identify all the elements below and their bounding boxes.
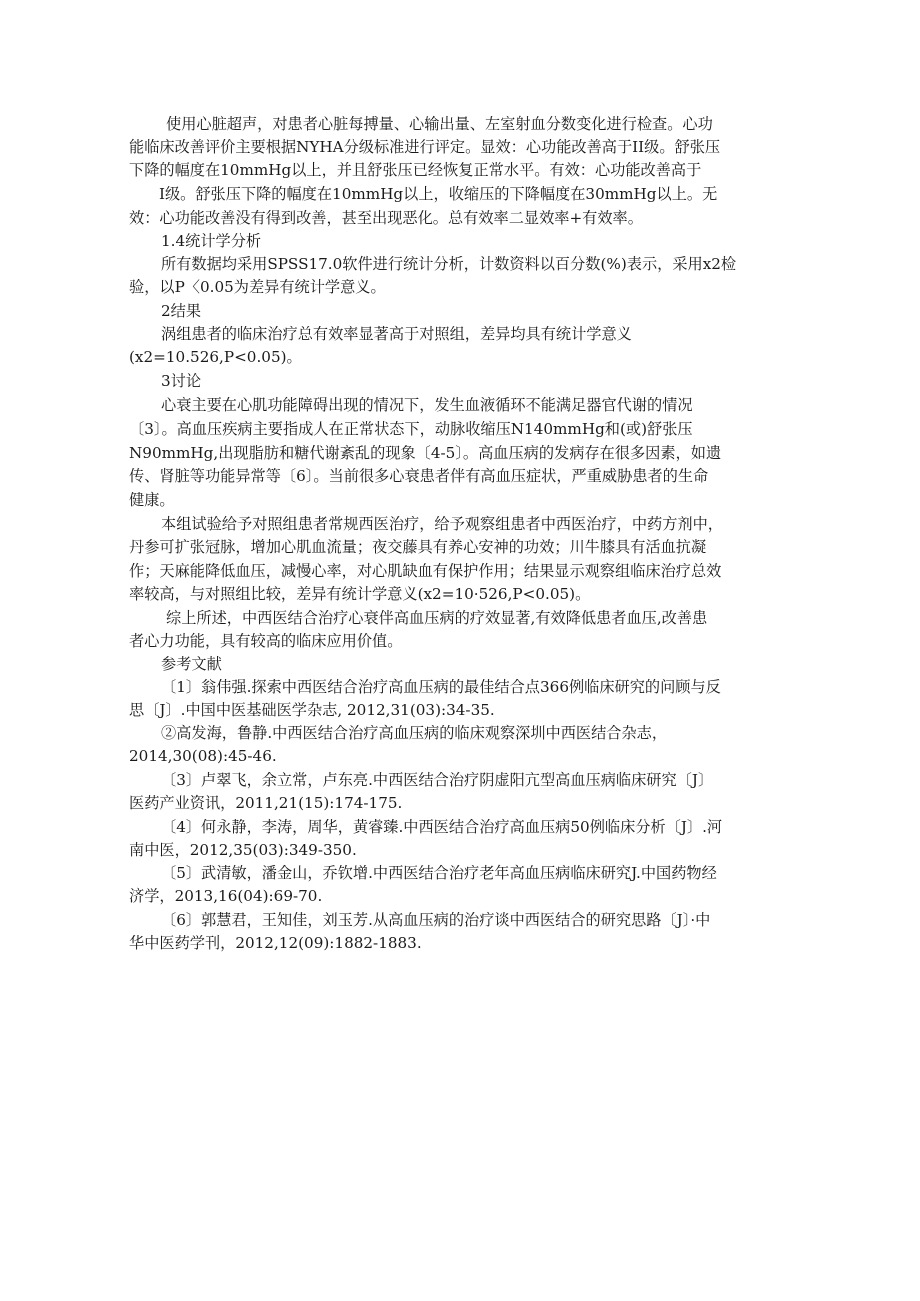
reference-line: 思〔J〕.中国中医基础医学杂志, 2012,31(03):34-35. xyxy=(129,701,495,719)
text-line: (x2=10.526,P<0.05)。 xyxy=(129,348,302,366)
text-line: 丹参可扩张冠脉，增加心肌血流量；夜交藤具有养心安神的功效；川牛膝具有活血抗凝 xyxy=(129,538,707,556)
text-line: 效：心功能改善没有得到改善，甚至出现恶化。总有效率二显效率+有效率。 xyxy=(129,209,643,227)
text-line: 者心力功能，具有较高的临床应用价值。 xyxy=(129,632,403,650)
text-line: 健康。 xyxy=(129,491,175,509)
section-heading: 1.4统计学分析 xyxy=(161,232,262,250)
text-line: 所有数据均采用SPSS17.0软件进行统计分析，计数资料以百分数(%)表示，采用x2检 xyxy=(161,255,737,273)
text-line: 下降的幅度在10mmHg以上，并且舒张压已经恢复正常水平。有效：心功能改善高于 xyxy=(129,161,702,179)
text-line: 使用心脏超声，对患者心脏每搏量、心输出量、左室射血分数变化进行检查。心功 xyxy=(166,115,713,133)
section-heading: 参考文献 xyxy=(161,655,222,673)
section-heading: 3讨论 xyxy=(161,372,202,390)
text-line: 涡组患者的临床治疗总有效率显著高于对照组，差异均具有统计学意义 xyxy=(161,325,632,343)
section-heading: 2结果 xyxy=(161,302,202,320)
text-line: 率较高，与对照组比较，差异有统计学意义(x2=10·526,P<0.05)。 xyxy=(129,585,591,603)
text-line: 作；天麻能降低血压，减慢心率，对心肌缺血有保护作用；结果显示观察组临床治疗总效 xyxy=(129,562,722,580)
reference-line: 华中医药学刊，2012,12(09):1882-1883. xyxy=(129,934,422,952)
reference-line: 2014,30(08):45-46. xyxy=(129,747,277,765)
text-line: 本组试验给予对照组患者常规西医治疗，给予观察组患者中西医治疗，中药方剂中， xyxy=(161,515,723,533)
reference-line: 医药产业资讯，2011,21(15):174-175. xyxy=(129,794,403,812)
text-line: N90mmHg,出现脂肪和糖代谢紊乱的现象〔4-5〕。高血压病的发病存在很多因素，如遗 xyxy=(129,444,722,462)
reference-line: ②高发海，鲁静.中西医结合治疗高血压病的临床观察深圳中西医结合杂志， xyxy=(161,724,668,742)
text-line: 传、肾脏等功能异常等〔6〕。当前很多心衰患者伴有高血压症状，严重威胁患者的生命 xyxy=(129,467,709,485)
reference-line: 〔3〕卢翠飞，余立常，卢东亮.中西医结合治疗阴虚阳亢型高血压病临床研究〔J〕 xyxy=(161,771,714,789)
reference-line: 〔1〕翁伟强.探索中西医结合治疗高血压病的最佳结合点366例临床研究的问顾与反 xyxy=(161,678,721,696)
reference-line: 〔6〕郭慧君，王知佳，刘玉芳.从高血压病的治疗谈中西医结合的研究思路〔J〕·中 xyxy=(161,911,711,929)
reference-line: 济学，2013,16(04):69-70. xyxy=(129,887,323,905)
text-line: 验，以P〈0.05为差异有统计学意义。 xyxy=(129,278,386,296)
text-line: 能临床改善评价主要根据NYHA分级标准进行评定。显效：心功能改善高于II级。舒张压 xyxy=(129,138,721,156)
reference-line: 〔4〕何永静，李涛，周华，黄睿臻.中西医结合治疗高血压病50例临床分析〔J〕.河 xyxy=(161,818,723,836)
text-line: I级。舒张压下降的幅度在10mmHg以上，收缩压的下降幅度在30mmHg以上。无 xyxy=(159,185,718,203)
reference-line: 〔5〕武清敏，潘金山，乔钦增.中西医结合治疗老年高血压病临床研究J.中国药物经 xyxy=(161,864,717,882)
text-line: 综上所述，中西医结合治疗心衰伴高血压病的疗效显著,有效降低患者血压,改善患 xyxy=(166,609,708,627)
reference-line: 南中医，2012,35(03):349-350. xyxy=(129,841,357,859)
text-line: 心衰主要在心肌功能障碍出现的情况下，发生血液循环不能满足器官代谢的情况 xyxy=(161,396,693,414)
text-line: 〔3〕。高血压疾病主要指成人在正常状态下，动脉收缩压N140mmHg和(或)舒张压 xyxy=(129,420,693,438)
